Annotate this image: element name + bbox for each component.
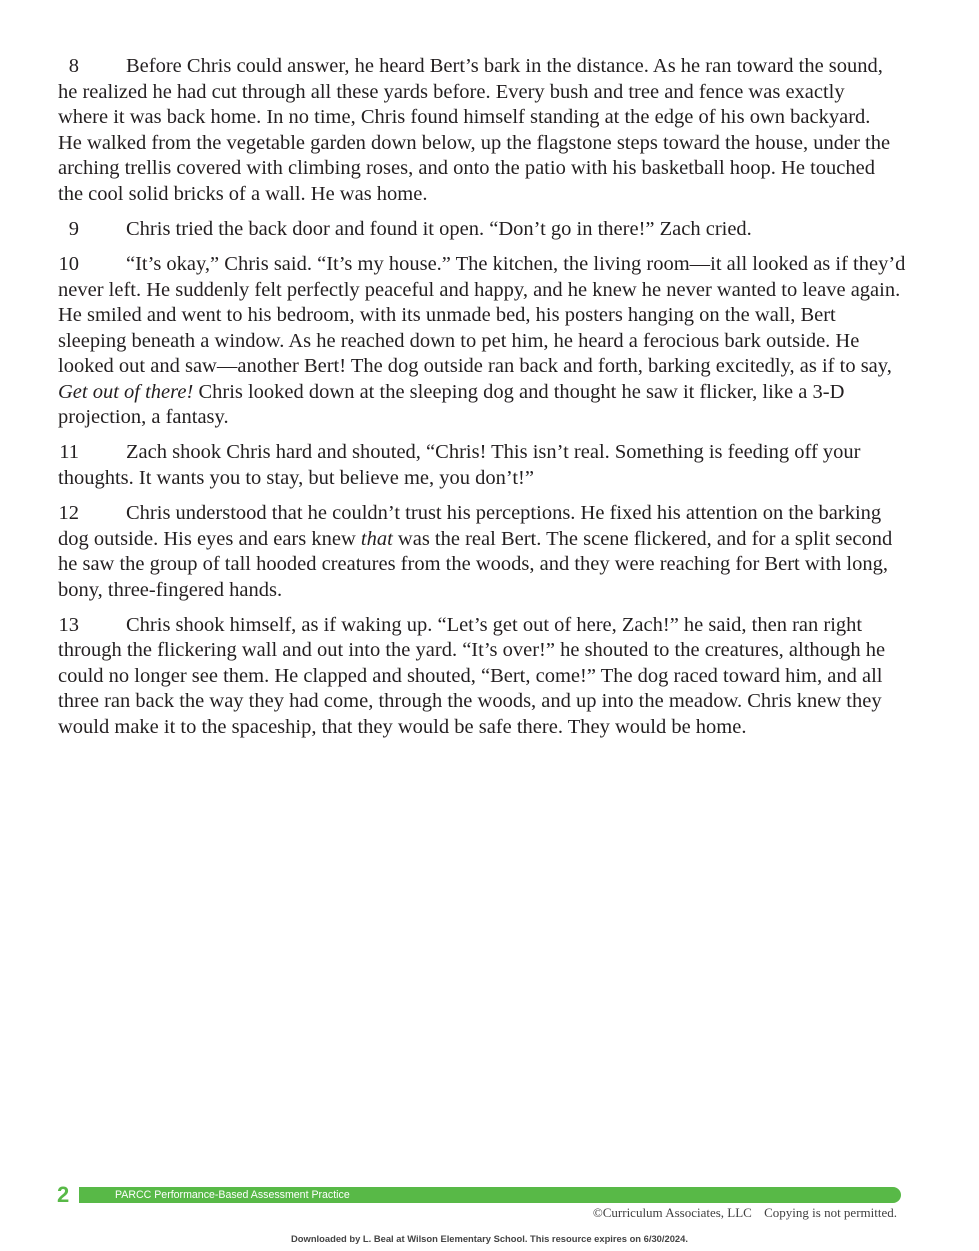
text-line bbox=[58, 354, 918, 380]
line-text: looked out and saw—another Bert! The dog outside ran back and forth, barking excitedly, as if to say, bbox=[58, 355, 892, 378]
text-line bbox=[58, 182, 918, 208]
copying-notice: Copying is not permitted. bbox=[764, 1205, 897, 1220]
line-text: Chris understood that he couldn’t trust his perceptions. He fixed his attention on the barking bbox=[126, 502, 882, 525]
line-text: was the real Bert. The scene flickered, and for a split second bbox=[392, 527, 893, 550]
line-text: arching trellis covered with climbing roses, and onto the patio with his basketball hoop. He touched bbox=[58, 157, 875, 179]
line-text: never left. He suddenly felt perfectly peaceful and happy, and he knew he never wanted to leave again. bbox=[58, 278, 901, 301]
text-line bbox=[58, 440, 918, 466]
text-line bbox=[58, 156, 918, 182]
paragraph-13 bbox=[58, 613, 918, 741]
text-line bbox=[58, 80, 918, 106]
line-text: he realized he had cut through all these yards before. Every bush and tree and fence was exactly bbox=[58, 80, 845, 103]
footer-banner bbox=[79, 1187, 901, 1203]
line-text: Zach shook Chris hard and shouted, “Chris! This isn’t real. Something is feeding off your bbox=[126, 441, 861, 464]
paragraph-8 bbox=[58, 54, 918, 207]
text-line bbox=[58, 466, 918, 492]
text-line bbox=[58, 380, 918, 406]
download-notice: Downloaded by L. Beal at Wilson Elementary School. This resource expires on 6/30/2024. bbox=[291, 1233, 688, 1244]
copyright-text: ©Curriculum Associates, LLC bbox=[592, 1205, 752, 1220]
line-text: could no longer see them. He clapped and shouted, “Bert, come!” The dog raced toward him, and all bbox=[58, 664, 883, 687]
text-line bbox=[58, 303, 918, 329]
text-line bbox=[58, 501, 918, 527]
line-text: He smiled and went to his bedroom, with its unmade bed, his posters hanging on the wall, Bert bbox=[58, 304, 836, 327]
line-text: projection, a fantasy. bbox=[58, 406, 229, 429]
page-number: 2 bbox=[57, 1182, 70, 1207]
banner-title: PARCC Performance-Based Assessment Practice bbox=[115, 1189, 350, 1201]
italic-text: Get out of there! bbox=[58, 380, 194, 403]
paragraph-number: 8 bbox=[68, 55, 79, 77]
text-line bbox=[58, 613, 918, 639]
line-text: sleeping beneath a window. As he reached down to pet him, he heard a ferocious bark outside. He bbox=[58, 329, 860, 352]
line-text: he saw the group of tall hooded creatures from the woods, and they were reaching for Bert with long, bbox=[58, 553, 888, 576]
text-line bbox=[58, 278, 918, 304]
line-text: three ran back the way they had come, through the woods, and up into the meadow. Chris knew they bbox=[58, 690, 882, 713]
paragraph-number: 11 bbox=[59, 441, 79, 464]
line-text: where it was back home. In no time, Chris found himself standing at the edge of his own backyard. bbox=[58, 106, 871, 128]
text-line bbox=[58, 54, 918, 80]
line-text: “It’s okay,” Chris said. “It’s my house.” The kitchen, the living room—it all looked as if they’d bbox=[126, 253, 906, 276]
text-line bbox=[58, 689, 918, 715]
text-line bbox=[58, 105, 918, 131]
text-line bbox=[58, 664, 918, 690]
italic-text: that bbox=[360, 527, 393, 550]
line-text: would make it to the spaceship, that they would be safe there. They would be home. bbox=[58, 715, 747, 738]
text-line bbox=[58, 405, 918, 431]
line-text: Before Chris could answer, he heard Bert’s bark in the distance. As he ran toward the sound, bbox=[126, 55, 883, 77]
text-line bbox=[58, 578, 918, 604]
text-line bbox=[58, 552, 918, 578]
line-text: dog outside. His eyes and ears knew bbox=[58, 527, 361, 550]
text-line bbox=[58, 638, 918, 664]
line-text: Chris shook himself, as if waking up. “Let’s get out of here, Zach!” he said, then ran right bbox=[126, 613, 863, 636]
line-text: through the flickering wall and out into the yard. “It’s over!” he shouted to the creatures, although he bbox=[58, 639, 886, 662]
paragraph-11 bbox=[58, 440, 918, 491]
line-text: bony, three-fingered hands. bbox=[58, 578, 283, 601]
text-line bbox=[58, 715, 918, 741]
paragraph-number: 13 bbox=[58, 613, 79, 636]
text-line bbox=[58, 131, 918, 157]
paragraph-10 bbox=[58, 252, 918, 431]
paragraph-number: 9 bbox=[68, 217, 79, 240]
paragraph-number: 12 bbox=[58, 502, 79, 525]
text-line bbox=[58, 217, 918, 243]
reading-passage bbox=[58, 54, 918, 750]
line-text: Chris looked down at the sleeping dog and thought he saw it flicker, like a 3-D bbox=[193, 380, 845, 403]
paragraph-number: 10 bbox=[58, 253, 79, 276]
line-text: the cool solid bricks of a wall. He was home. bbox=[58, 182, 428, 205]
line-text: thoughts. It wants you to stay, but believe me, you don’t!” bbox=[58, 466, 534, 489]
text-line bbox=[58, 252, 918, 278]
text-line bbox=[58, 527, 918, 553]
line-text: Chris tried the back door and found it open. “Don’t go in there!” Zach cried. bbox=[126, 217, 752, 240]
text-line bbox=[58, 329, 918, 355]
copyright-line bbox=[593, 1205, 897, 1221]
paragraph-9 bbox=[58, 217, 918, 243]
line-text: He walked from the vegetable garden down below, up the flagstone steps toward the house, under the bbox=[58, 131, 891, 154]
paragraph-12 bbox=[58, 501, 918, 603]
